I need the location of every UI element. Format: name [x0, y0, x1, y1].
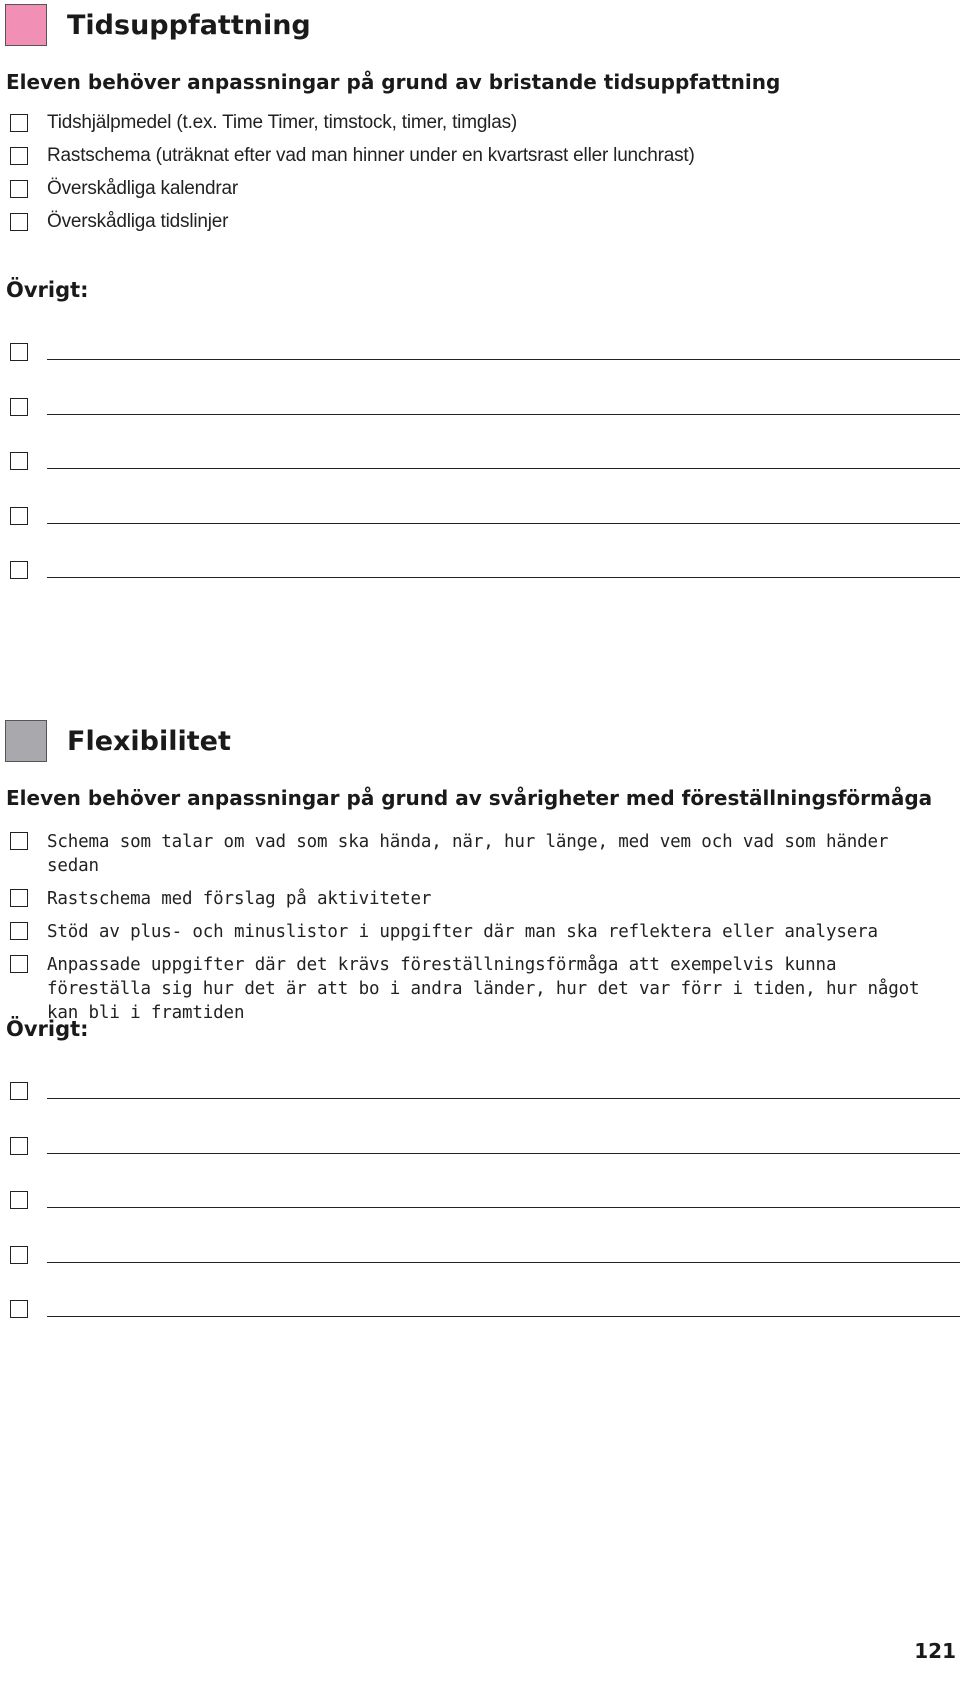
list-item — [10, 112, 950, 145]
write-line[interactable] — [47, 1153, 960, 1154]
checkbox[interactable] — [10, 398, 28, 416]
checklist-tidsuppfattning — [10, 112, 950, 244]
checkbox[interactable] — [10, 1246, 28, 1264]
write-line[interactable] — [47, 1098, 960, 1099]
checkbox[interactable] — [10, 507, 28, 525]
pink-color-swatch — [5, 4, 47, 46]
list-item-label: Överskådliga kalendrar — [47, 178, 238, 199]
blank-line-row — [10, 398, 960, 453]
list-item — [10, 920, 950, 944]
other-label: Övrigt: — [6, 278, 89, 302]
blank-line-row — [10, 1246, 960, 1301]
list-item — [10, 953, 950, 1025]
list-item-label: Överskådliga tidslinjer — [47, 211, 229, 232]
section-header-flexibilitet — [5, 720, 231, 762]
section-header-tidsuppfattning — [5, 4, 311, 46]
write-line[interactable] — [47, 468, 960, 469]
write-line[interactable] — [47, 1316, 960, 1317]
checkbox[interactable] — [10, 1191, 28, 1209]
section-subheading: Eleven behöver anpassningar på grund av bristande tidsuppfattning — [6, 70, 781, 94]
list-item — [10, 145, 950, 178]
checkbox[interactable] — [10, 147, 28, 165]
blank-line-row — [10, 1082, 960, 1137]
page-number: 121 — [914, 1639, 956, 1663]
gray-color-swatch — [5, 720, 47, 762]
checkbox[interactable] — [10, 1082, 28, 1100]
list-item-label: Rastschema med förslag på aktiviteter — [47, 889, 432, 909]
section-subheading: Eleven behöver anpassningar på grund av svårigheter med föreställningsförmåga — [6, 786, 933, 810]
checkbox[interactable] — [10, 114, 28, 132]
checkbox[interactable] — [10, 922, 28, 940]
write-line[interactable] — [47, 1262, 960, 1263]
checkbox[interactable] — [10, 889, 28, 907]
list-item — [10, 887, 950, 911]
blank-lines-group — [10, 343, 960, 616]
blank-line-row — [10, 561, 960, 616]
checkbox[interactable] — [10, 1137, 28, 1155]
section-title: Tidsuppfattning — [67, 9, 311, 41]
checkbox[interactable] — [10, 1300, 28, 1318]
list-item-label: Stöd av plus- och minuslistor i uppgifter där man ska reflektera eller analysera — [47, 922, 878, 942]
write-line[interactable] — [47, 414, 960, 415]
checkbox[interactable] — [10, 955, 28, 973]
write-line[interactable] — [47, 1207, 960, 1208]
blank-lines-group — [10, 1082, 960, 1355]
list-item-label: Tidshjälpmedel (t.ex. Time Timer, timstock, timer, timglas) — [47, 112, 518, 133]
write-line[interactable] — [47, 359, 960, 360]
blank-line-row — [10, 343, 960, 398]
list-item — [10, 830, 950, 878]
blank-line-row — [10, 1191, 960, 1246]
checkbox[interactable] — [10, 343, 28, 361]
blank-line-row — [10, 507, 960, 562]
list-item-label: Rastschema (uträknat efter vad man hinner under en kvartsrast eller lunchrast) — [47, 145, 695, 166]
write-line[interactable] — [47, 577, 960, 578]
list-item-label: Schema som talar om vad som ska hända, när, hur länge, med vem och vad som händer sedan — [47, 832, 889, 876]
list-item-label: Anpassade uppgifter där det krävs föreställningsförmåga att exempelvis kunna föreställa sig hur det är att bo i andra länder, hur det var förr i tiden, hur något kan bli i framtiden — [47, 955, 920, 1023]
checkbox[interactable] — [10, 561, 28, 579]
blank-line-row — [10, 1300, 960, 1355]
checkbox[interactable] — [10, 452, 28, 470]
list-item — [10, 178, 950, 211]
other-label: Övrigt: — [6, 1017, 89, 1041]
checkbox[interactable] — [10, 213, 28, 231]
write-line[interactable] — [47, 523, 960, 524]
blank-line-row — [10, 452, 960, 507]
checklist-flexibilitet — [10, 830, 950, 1025]
blank-line-row — [10, 1137, 960, 1192]
checkbox[interactable] — [10, 832, 28, 850]
section-title: Flexibilitet — [67, 725, 231, 757]
list-item — [10, 211, 950, 244]
checkbox[interactable] — [10, 180, 28, 198]
